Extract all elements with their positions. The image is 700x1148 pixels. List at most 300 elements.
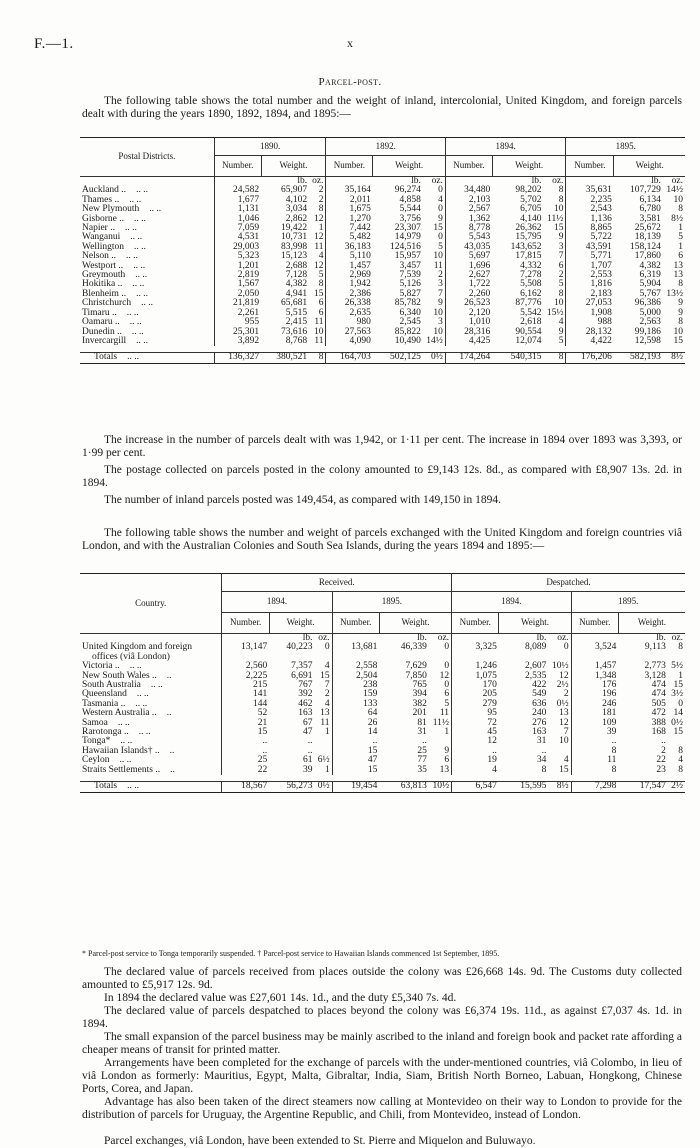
pound-unit: lb. [411,176,421,186]
number-cell: .. [222,737,269,746]
ounces-cell: 5 [558,279,564,290]
pounds-cell: 26,362 [515,223,542,234]
ounces-cell: 0 [324,642,330,653]
number-cell: 43,035 [445,243,492,252]
ounces-cell: 13 [320,708,330,719]
number-cell: 7,059 [214,224,261,233]
number-cell: 2,553 [566,271,614,280]
ounces-cell: 0 [444,642,450,653]
pounds-cell: 7,629 [405,661,427,672]
number-cell: 1,677 [214,196,261,205]
ounces-cell: 0½ [671,717,683,728]
pounds-cell: 765 [412,680,427,691]
ounces-cell: 2 [438,270,443,281]
ounces-cell: 8½ [663,353,685,363]
pounds-cell: 77 [417,755,427,766]
pounds-cell: 2,618 [520,317,542,328]
pounds-cell: 3,581 [639,213,661,224]
pounds-cell: 7,850 [405,670,427,681]
ounces-cell: 2 [318,194,324,205]
number-cell: 28,132 [566,328,614,337]
leader-dots: .. .. [133,241,146,252]
number-cell: 5,722 [566,233,614,242]
number-cell: 12 [452,737,499,746]
page-folio: x [347,36,353,50]
leader-dots: .. .. [127,781,139,792]
row-name: Tonga* [82,736,111,747]
leader-dots: .. .. [130,232,143,243]
pounds-cell: 502,125 [373,353,423,363]
number-cell: 133 [332,700,379,709]
number-cell: .. [571,737,618,746]
ounces-cell: 15 [673,727,683,738]
number-cell: 955 [214,318,261,327]
number-cell: 15 [332,747,379,756]
pounds-cell: 4,382 [285,279,308,290]
leader-dots: .. .. [127,352,139,363]
ounce-unit: oz. [437,633,450,643]
ounces-cell: 4 [563,755,569,766]
ounces-cell: 5 [678,232,683,243]
leader-dots: .. [169,745,175,756]
number-cell: 2,183 [566,290,614,299]
table2-intro: The following table shows the number and weight of parcels exchanged with the United Kingdom and foreign countries viâ London, and with the Australian Colonies and South Sea Islands, during the years 1894 and 1895:— [82,527,682,552]
number-cell: 26,338 [326,299,373,308]
number-cell: 22 [222,766,269,775]
pounds-cell: 4,140 [520,213,542,224]
number-cell: 1,567 [214,280,261,289]
leader-dots: .. .. [124,223,137,234]
ounces-cell: 4 [318,251,324,262]
number-cell: 4,090 [326,337,373,346]
pounds-cell: 540,315 [492,353,543,363]
number-cell: 45 [452,728,499,737]
number-cell: 5,323 [214,252,261,261]
ounces-cell: 5½ [671,661,683,672]
number-cell: 4,422 [566,337,614,346]
table-row [80,643,685,662]
ounces-cell: 8 [678,642,683,653]
leader-dots: .. .. [132,279,145,290]
pounds-cell: 5,126 [399,279,421,290]
ounces-cell: 11 [314,335,324,346]
pounds-cell: 5,544 [399,204,421,215]
number-cell: 36,183 [326,243,373,252]
pounds-cell: 9,113 [644,642,666,653]
leader-dots: .. .. [135,698,148,709]
number-cell: 14 [332,728,379,737]
ounces-cell: 2 [558,270,564,281]
ounces-cell: 7 [438,288,443,299]
number-cell: 1,136 [566,215,614,224]
number-cell: 2,627 [445,271,492,280]
pounds-cell: 394 [412,689,427,700]
ounce-unit: oz. [312,176,324,186]
ounces-cell: 6 [558,260,564,271]
row-name-continued: offices (viâ London) [92,651,170,662]
number-cell: 136,327 [214,353,261,363]
number-cell: 27,563 [326,328,373,337]
number-cell: 164,703 [326,353,373,363]
ounces-cell: 4 [324,698,330,709]
ounces-cell: 10½ [429,782,452,792]
ounces-cell: 8 [678,317,683,328]
number-cell: 64 [332,709,379,718]
number-cell: 3,524 [571,643,618,662]
ounces-cell: 12 [313,232,324,243]
pounds-cell: 17,547 [618,782,667,792]
number-cell: 26,523 [445,299,492,308]
leader-dots: .. .. [119,755,132,766]
row-name: Rarotonga .. [82,727,129,738]
number-column-header: Number. [332,613,379,634]
pounds-cell: 15,957 [394,251,421,262]
number-cell: 2,235 [566,196,614,205]
closing-paragraph: The declared value of parcels received from places outside the colony was £26,668 14s. 9d. The Customs duty collected amounted to £5,917 12s. 9d. [82,966,682,991]
row-name: Samoa [82,717,108,728]
number-cell: 988 [566,318,614,327]
number-cell: 15 [222,728,269,737]
ounces-cell: 4 [558,317,564,328]
table1-year-header: 1890. [214,138,326,156]
ounces-cell: 8 [558,288,564,299]
number-cell: 1,362 [445,215,492,224]
number-cell: 1,457 [571,662,618,671]
pounds-cell: 63,813 [379,782,428,792]
table-row [80,719,685,728]
pounds-cell: 65,907 [280,185,308,196]
ounces-cell: 2 [563,689,569,700]
pounds-cell: 2,563 [639,317,661,328]
ounces-cell: 9 [678,298,683,309]
row-name: Nelson .. [82,251,117,262]
ounces-cell: 0 [444,680,450,691]
ounces-cell: 14½ [666,185,683,196]
pounds-cell: 8,089 [524,642,547,653]
number-cell: 205 [452,690,499,699]
number-column-header: Number. [571,613,618,634]
pounds-cell: 4,102 [285,194,308,205]
ounces-cell: 5 [318,270,324,281]
pounds-cell: 4,858 [399,194,421,205]
number-cell: 72 [452,719,499,728]
leader-dots: .. .. [141,298,153,309]
ounces-cell: 1 [678,670,683,681]
pounds-cell: 39 [302,764,313,775]
number-cell: 5,697 [445,252,492,261]
pounds-cell: 4,332 [520,260,542,271]
number-cell: 8 [571,766,618,775]
pounds-cell: 5,767 [639,288,661,299]
pounds-cell: 31 [536,736,547,747]
ounce-unit: oz. [671,633,683,643]
ounces-cell: 7 [563,727,569,738]
ounces-cell: 9 [444,745,450,756]
ounces-cell: 6 [318,298,324,309]
ounces-cell: 1 [678,223,683,234]
ounces-cell: 15 [433,223,443,234]
ounces-cell: 0 [678,698,683,709]
ounces-cell: 15 [673,335,683,346]
ounces-cell: 15 [673,680,683,691]
number-cell: 35,631 [566,186,614,195]
pounds-cell: 4,941 [285,288,308,299]
row-name: United Kingdom and foreign [82,642,193,653]
number-cell: 26 [332,719,379,728]
closing-paragraph: The declared value of parcels despatched to places beyond the colony was £6,374 19s. 11d., as against £7,037 4s. 1d. in 1894. [82,1005,682,1030]
number-cell: 1,131 [214,205,261,214]
table-row [80,747,685,756]
inland-paragraph: The number of inland parcels posted was 149,454, as compared with 149,150 in 1894. [104,494,501,506]
ounces-cell: 10 [433,251,443,262]
pounds-cell: .. [661,736,666,747]
number-cell: 2,543 [566,205,614,214]
leader-dots: .. .. [133,260,146,271]
table-row [80,672,685,681]
number-cell: 1,201 [214,262,261,271]
number-cell: 6,547 [452,782,499,792]
pound-unit: lb. [417,633,427,643]
pounds-cell: 107,729 [630,185,661,196]
despatched-header: Despatched. [452,574,685,592]
number-cell: 35,164 [326,186,373,195]
row-label [80,766,222,775]
table-row [80,309,685,318]
pounds-cell: 163 [298,708,313,719]
ounce-unit: oz. [318,633,330,643]
number-cell: 246 [571,700,618,709]
number-cell: 980 [326,318,373,327]
ounces-cell: 9 [558,326,564,337]
number-cell: 174,264 [445,353,492,363]
pounds-cell: 17,860 [634,251,661,262]
number-cell: 7,442 [326,224,373,233]
ounces-cell: 8 [309,353,326,363]
row-name: Queensland [82,689,127,700]
number-cell: 5,771 [566,252,614,261]
number-cell: 5,543 [445,233,492,242]
number-cell: 3,892 [214,337,261,346]
ounces-cell: 9 [438,213,443,224]
ounces-cell: 10 [559,736,569,747]
number-cell: 21,819 [214,299,261,308]
number-cell: 1,707 [566,262,614,271]
ounces-cell: 8½ [671,213,683,224]
number-cell: 144 [222,700,269,709]
pounds-cell: 31 [417,727,427,738]
number-cell: 176 [571,681,618,690]
ounces-cell: 6 [444,689,450,700]
leader-dots: .. .. [136,185,148,196]
ounces-cell [314,737,332,746]
leader-dots: .. [170,764,175,775]
pounds-cell: 10,731 [280,232,308,243]
pounds-cell: 35 [417,764,427,775]
table2-year-header: 1895. [571,592,685,613]
ounces-cell: 2 [318,185,324,196]
pounds-cell: 8 [541,764,547,775]
pounds-cell: 7,128 [285,270,308,281]
pounds-cell: 18,139 [634,232,661,243]
number-cell: 4,425 [445,337,492,346]
pounds-cell: 7,357 [291,661,313,672]
ounces-cell: 2 [324,689,330,700]
ounces-cell: 11 [433,260,443,271]
closing-paragraph: Parcel exchanges, viâ London, have been extended to St. Pierre and Miquelon and Buluwayo. [104,1135,536,1147]
pounds-cell: 12,598 [634,335,661,346]
table1-label-header: Postal Districts. [80,138,214,177]
row-name: Gisborne .. [82,213,124,224]
weight-column-header: Weight. [261,156,326,177]
pounds-cell: 46,339 [400,642,427,653]
pounds-cell: 90,554 [515,326,542,337]
number-cell: 13,147 [222,643,269,662]
pounds-cell: 3,128 [644,670,666,681]
ounces-cell: 0½ [423,353,446,363]
row-name: Auckland .. [82,185,127,196]
ounces-cell: 8 [318,204,324,215]
pounds-cell: 474 [651,680,666,691]
number-cell: 1,246 [452,662,499,671]
number-column-header: Number. [452,613,499,634]
ounces-cell: 9 [678,307,683,318]
number-cell: 2,050 [214,290,261,299]
pounds-cell: .. [307,745,313,756]
pounds-cell: 10,490 [394,335,421,346]
leader-dots: .. .. [135,270,148,281]
number-cell: 13,681 [332,643,379,662]
pounds-cell: 96,274 [394,185,421,196]
leader-dots: .. .. [120,736,133,747]
number-cell: 52 [222,709,269,718]
pounds-cell: 25 [417,745,427,756]
closing-paragraph: In 1894 the declared value was £27,601 14s. 1d., and the duty £5,340 7s. 4d. [104,992,457,1004]
number-cell: 1,696 [445,262,492,271]
table2-year-header: 1895. [332,592,452,613]
ounces-cell: 13 [559,708,569,719]
ounces-cell: 10 [673,194,683,205]
pounds-cell: 462 [298,698,313,709]
row-name: Totals [94,781,118,792]
weight-column-header: Weight. [492,156,566,177]
pounds-cell: 388 [651,717,666,728]
pounds-cell: 5,515 [285,307,308,318]
pounds-cell: 99,186 [634,326,661,337]
leader-dots: .. .. [129,661,142,672]
pounds-cell: 83,998 [280,241,308,252]
number-cell: 4,531 [214,233,261,242]
pounds-cell: 73,616 [280,326,308,337]
number-cell: 25,301 [214,328,261,337]
ounces-cell: 3 [438,279,443,290]
number-cell: 2,567 [445,205,492,214]
number-cell: 25 [222,756,269,765]
ounces-cell: 12 [559,717,569,728]
number-cell: 2,969 [326,271,373,280]
ounces-cell: 13 [439,764,450,775]
ounces-cell: 0½ [314,782,332,792]
postage-paragraph: The postage collected on parcels posted in the colony amounted to £9,143 12s. 8d., as compared with £8,907 13s. 2d. in 1894. [82,464,682,489]
row-name: Blenheim .. [82,288,127,299]
row-label [80,353,214,363]
pounds-cell: 4,382 [639,260,661,271]
ounce-unit: oz. [671,176,683,186]
weight-column-header: Weight. [379,613,451,634]
number-cell: 2,120 [445,309,492,318]
leader-dots: .. .. [150,680,163,691]
pounds-cell: 7,539 [399,270,421,281]
row-name: Invercargill [82,335,127,346]
pounds-cell: 2,545 [399,317,421,328]
leader-dots: .. [166,670,172,681]
ounces-cell: 5 [444,698,450,709]
ounces-cell: 6 [318,307,324,318]
row-name: Western Australia .. [82,708,157,719]
ounces-cell: 12 [439,670,450,681]
number-cell: 2,261 [214,309,261,318]
ounces-cell: 0 [438,204,443,215]
weight-column-header: Weight. [373,156,446,177]
pounds-cell: 40,223 [286,642,313,653]
number-cell: 1,722 [445,280,492,289]
pounds-cell: 240 [532,708,547,719]
ounces-cell: 9 [438,298,443,309]
number-cell: 1,046 [214,215,261,224]
number-cell: 15 [332,766,379,775]
ounces-cell: 0 [438,232,443,243]
pounds-cell: 422 [532,680,547,691]
table-row [80,337,685,346]
number-cell: 11 [571,756,618,765]
pounds-cell: 3,457 [399,260,421,271]
pounds-cell: 15,595 [499,782,548,792]
ounces-cell: 15 [553,223,564,234]
pounds-cell: 14,979 [394,232,421,243]
number-cell: 27,053 [566,299,614,308]
pounds-cell: 163 [532,727,547,738]
increase-paragraph: The increase in the number of parcels dealt with was 1,942, or 1·11 per cent. The increase in 1894 over 1893 was 3,393, or 1·99 per cent. [82,434,682,459]
closing-paragraph: Advantage has also been taken of the direct steamers now calling at Montevideo on their way to London to provide for the distribution of parcels for Uruguay, the Argentine Republic, and Chili, from Montevideo, instead of London. [82,1096,682,1121]
weight-column-header: Weight. [499,613,571,634]
pounds-cell: 380,521 [261,353,309,363]
ounces-cell: 4 [438,194,443,205]
table-row [80,709,685,718]
pounds-cell: 505 [651,698,666,709]
number-column-header: Number. [222,613,269,634]
ounces-cell: 9 [558,232,564,243]
pounds-cell: 6,319 [639,270,661,281]
ounces-cell: 10 [433,326,443,337]
ounce-unit: oz. [552,176,564,186]
ounces-cell: 12 [313,213,324,224]
number-cell: 5,482 [326,233,373,242]
number-cell: 2,103 [445,196,492,205]
table2-label-header: Country. [80,574,222,634]
pounds-cell: 5,508 [520,279,542,290]
ounces-cell: 14½ [426,335,443,346]
pounds-cell: 5,702 [520,194,542,205]
pounds-cell: 3,034 [285,204,308,215]
row-name: Tasmania .. [82,698,126,709]
ounces-cell: 8½ [548,782,571,792]
ounces-cell: 10 [313,326,324,337]
pounds-cell: 98,202 [515,185,542,196]
table1-year-header: 1894. [445,138,566,156]
table-row [80,766,685,775]
row-name: Totals [94,352,118,363]
pounds-cell: 6,134 [639,194,661,205]
pounds-cell: 85,782 [394,298,421,309]
